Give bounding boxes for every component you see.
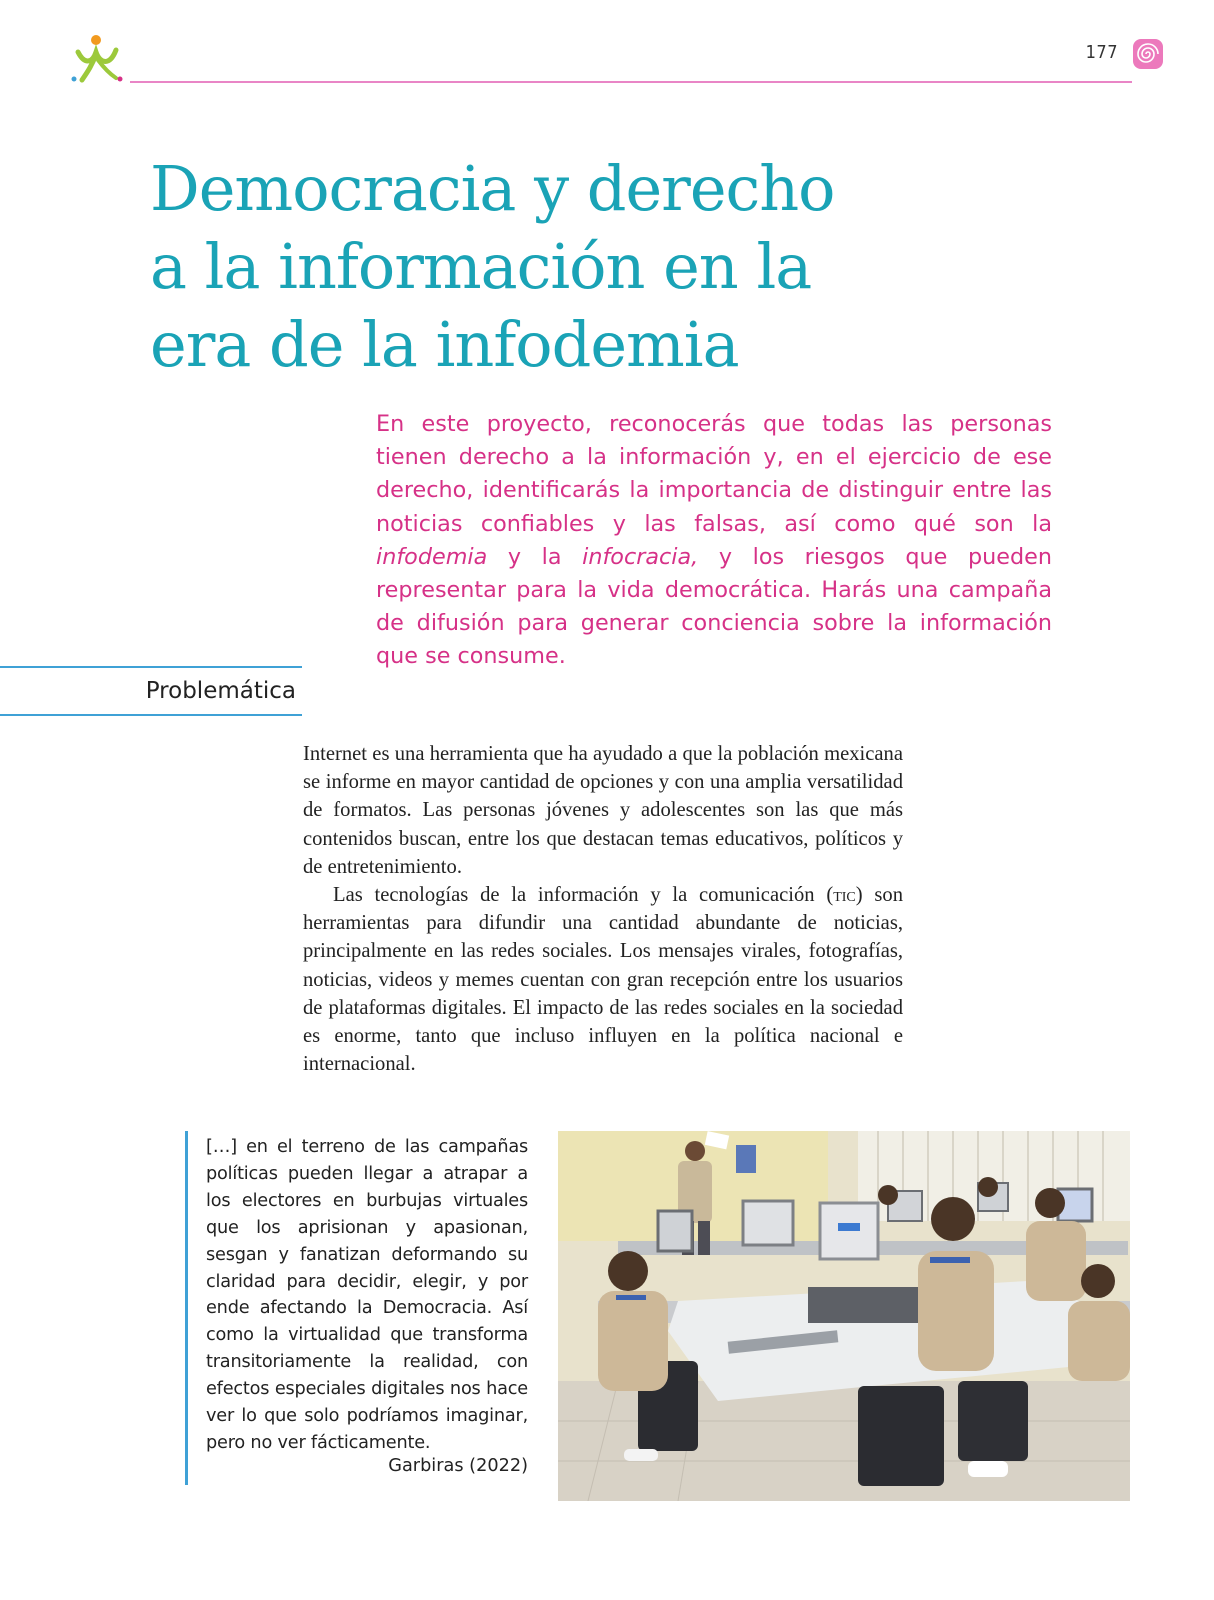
body-paragraph-1: Internet es una herramienta que ha ayudado a que la población mexicana se informe en mayor cantidad de opciones y con una amplia versatilidad de formatos. Las personas jóvenes y adolescentes son las que más contenidos buscan, entre los que destacan temas educativos, políticos y de entretenimiento. (303, 743, 903, 878)
classroom-photo (558, 1131, 1130, 1501)
section-heading-label: Problemática (145, 678, 296, 704)
intro-text-2: y la (487, 543, 583, 570)
intro-text-3: y los riesgos que pueden representar para la vida democrática. Harás una campaña de difusión para generar conciencia sobre la información que se consume. (376, 543, 1052, 670)
quote-citation: Garbiras (2022) (388, 1456, 528, 1476)
page-title (150, 150, 850, 384)
quote-text: […] en el terreno de las campañas políticas pueden llegar a atrapar a los electores en burbujas virtuales que los aprisionan y apasionan, sesgan y fanatizan deformando su claridad para decidir, elegir, y por ende afectando la Democracia. Así como la virtualidad que transforma transitoriamente la realidad, con efectos especiales digitales nos hace ver lo que solo podríamos imaginar, pero no ver fácticamente. (206, 1137, 528, 1453)
person-figure-logo-icon (70, 34, 124, 84)
page-title-line-3: era de la infodemia (150, 308, 739, 381)
intro-text-1: En este proyecto, reconocerás que todas las personas tienen derecho a la información y, en el ejercicio de ese derecho, identificarás la importancia de distinguir entre las noticias confiables y las falsas, así como qué son la (376, 411, 1052, 537)
body-text (303, 740, 903, 1078)
tic-abbreviation: tic (833, 884, 856, 907)
body-paragraph-2-end: ) son herramientas para difundir una cantidad abundante de noticias, principalmente en las redes sociales. Los mensajes virales, fotografías, noticias, videos y memes cuentan con gran recepción entre los usuarios de plataformas digitales. El impacto de las redes sociales en la sociedad es enorme, tanto que incluso influyen en la política nacional e internacional. (303, 884, 903, 1076)
body-paragraph-2-start: Las tecnologías de la información y la comunicación ( (333, 884, 834, 907)
header-rule (130, 81, 1132, 83)
page-title-line-2: a la información en la (150, 230, 812, 303)
section-heading (0, 666, 302, 716)
quote-bar (185, 1131, 188, 1485)
page-title-line-1: Democracia y derecho (150, 152, 835, 225)
body-paragraph-2 (303, 881, 903, 1078)
spiral-ornament-icon (1132, 38, 1164, 70)
page-number: 177 (1085, 42, 1118, 63)
term-infocracia: infocracia, (582, 543, 699, 570)
intro-paragraph (376, 408, 1052, 674)
term-infodemia: infodemia (376, 543, 488, 570)
